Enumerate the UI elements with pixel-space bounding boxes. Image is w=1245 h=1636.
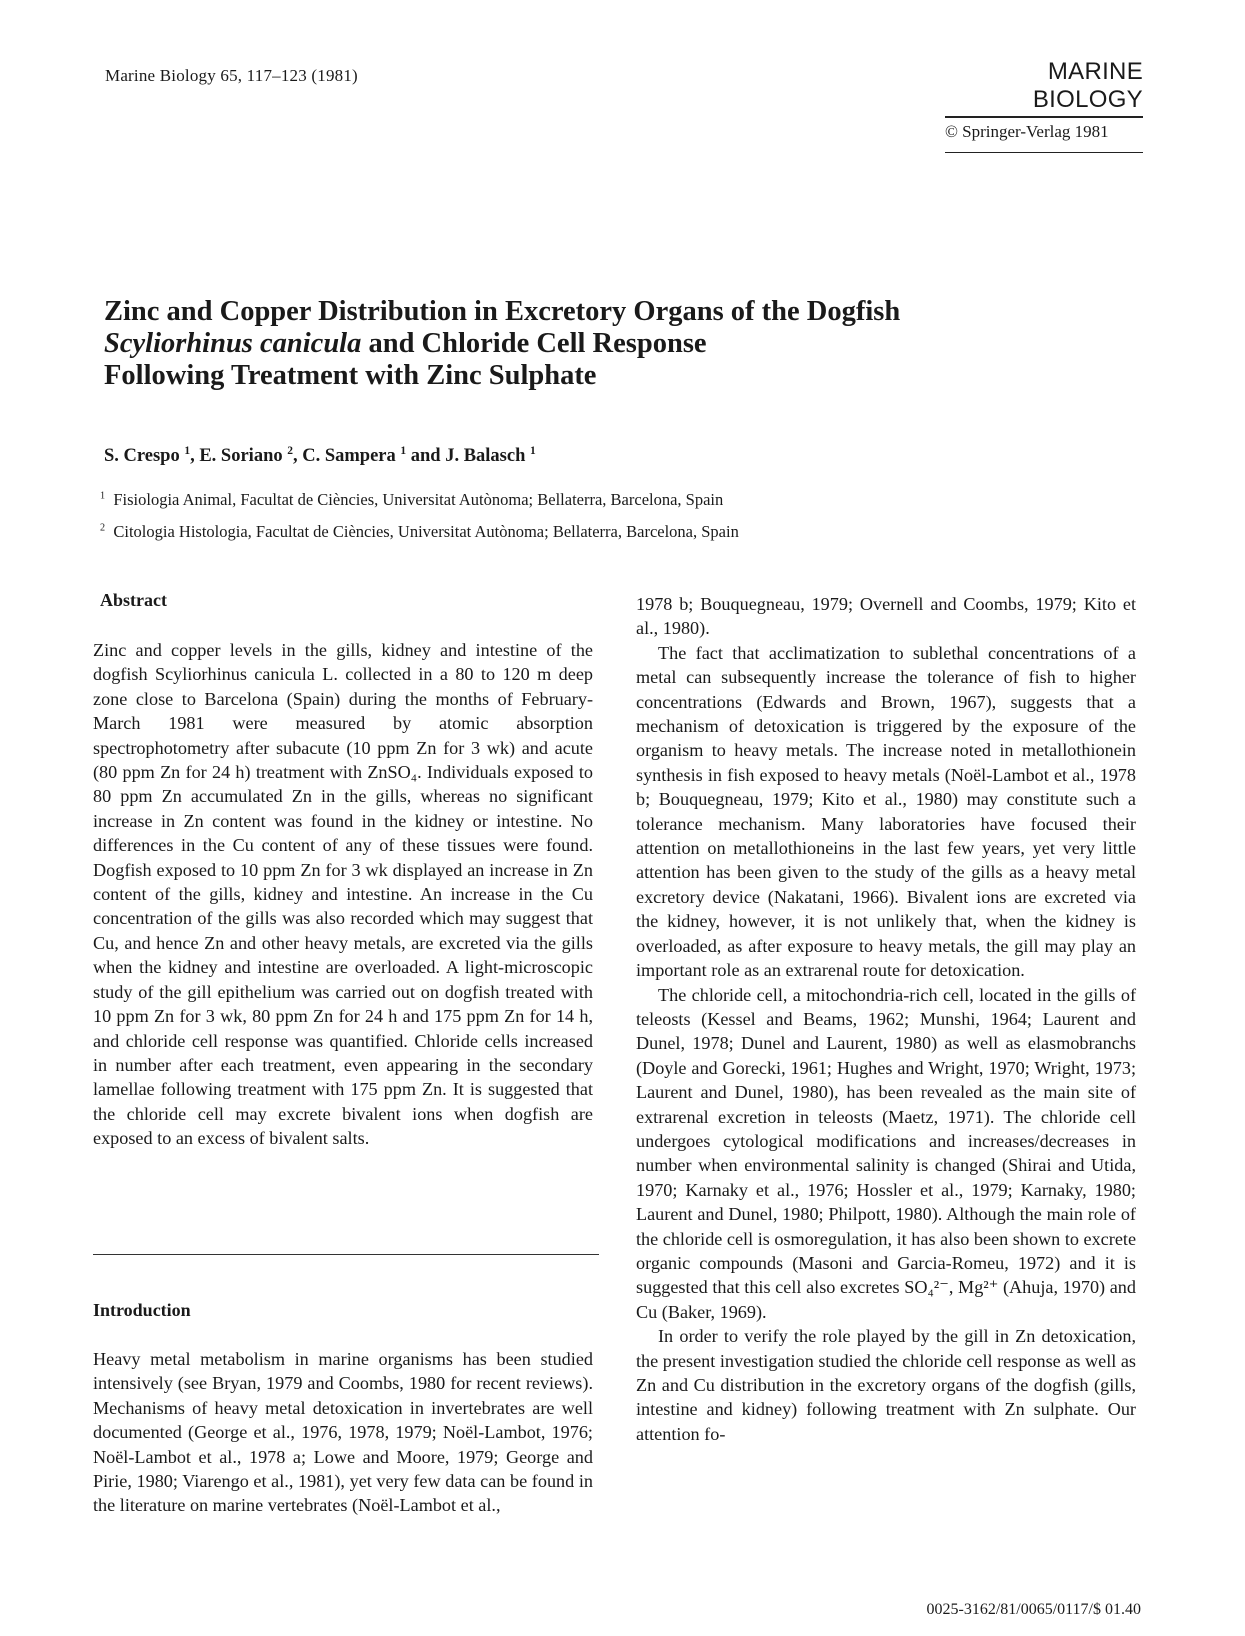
paper-title (104, 296, 1104, 392)
author-1-affil: 1 (184, 444, 191, 457)
introduction-right (636, 592, 1136, 1446)
affiliation-1 (100, 490, 723, 510)
abstract-heading: Abstract (100, 590, 167, 610)
title-line-2 (104, 328, 1104, 360)
author-list: S. Crespo $^1$, E. Soriano $^2$, C. Sampera $^1$ and J. Balasch $^1$ (104, 444, 536, 466)
title-line-3: Following Treatment with Zinc Sulphate (104, 360, 597, 391)
affiliation-2-mark: 2 (100, 522, 106, 534)
author-2-affil: 2 (287, 444, 293, 457)
title-line-1: Zinc and Copper Distribution in Excretory Organs of the Dogfish (104, 296, 901, 327)
introduction-left (93, 1347, 593, 1518)
author-3-affil: 1 (400, 444, 407, 457)
journal-name: MARINE BIOLOGY (1032, 58, 1143, 113)
intro-paragraph-1-continued: 1978 b; Bouquegneau, 1979; Overnell and Coombs, 1979; Kito et al., 1980). (636, 594, 1136, 639)
intro-paragraph-1: Heavy metal metabolism in marine organisms has been studied intensively (see Bryan, 1979 and Coombs, 1980 for recent reviews). Mechanisms of heavy metal detoxication in invertebrates are well documented (George et al., 1976, 1978, 1979; Noël-Lambot, 1976; Noël-Lambot et al., 1978 a; Lowe and Moore, 1979; George and Pirie, 1980; Viarengo et al., 1981), yet very few data can be found in the literature on marine vertebrates (Noël-Lambot et al., (93, 1349, 593, 1516)
author-2: E. Soriano (199, 446, 283, 466)
author-1: S. Crespo (104, 446, 180, 466)
title-line-2-rest: and Chloride Cell Response (361, 328, 707, 359)
intro-paragraph-4: In order to verify the role played by the gill in Zn detoxication, the present investigation studied the chloride cell response as well as Zn and Cu distribution in the excretory organs of the dogfish (gills, intestine and kidney) following treatment with Zn sulphate. Our attention fo- (636, 1326, 1137, 1444)
affiliation-2 (100, 522, 739, 542)
abstract-text: Zinc and copper levels in the gills, kidney and intestine of the dogfish Scyliorhinus canicula L. collected in a 80 to 120 m deep zone close to Barcelona (Spain) during the months of February-March 1981 were measured by atomic absorption spectrophotometry after subacute (10 ppm Zn for 3 wk) and acute (80 ppm Zn for 24 h) treatment with ZnSO₄. Individuals exposed to 80 ppm Zn accumulated Zn in the gills, whereas no significant increase in Zn content was found in the kidney or intestine. No differences in the Cu content of any of these tissues were found. Dogfish exposed to 10 ppm Zn for 3 wk displayed an increase in Zn content of the gills, kidney and intestine. An increase in the Cu concentration of the gills was also recorded which may suggest that Cu, and hence Zn and other heavy metals, are excreted via the gills when the kidney and intestine are overloaded. A light-microscopic study of the gill epithelium was carried out on dogfish treated with 10 ppm Zn for 3 wk, 80 ppm Zn for 24 h and 175 ppm Zn for 14 h, and chloride cell response was quantified. Chloride cells increased in number after each treatment, even appearing in the secondary lamellae following treatment with 175 ppm Zn. It is suggested that the chloride cell may excrete bivalent ions when dogfish are exposed to an excess of bivalent salts. (93, 640, 593, 1149)
affiliation-2-text: Citologia Histologia, Facultat de Ciències, Universitat Autònoma; Bellaterra, Barcelona, Spain (113, 522, 739, 541)
species-name: Scyliorhinus canicula (104, 328, 362, 359)
abstract-body (93, 638, 593, 1151)
author-4: J. Balasch (445, 446, 526, 466)
author-4-affil: 1 (530, 444, 536, 457)
affiliation-1-mark: 1 (100, 490, 106, 502)
journal-citation: Marine Biology 65, 117–123 (1981) (105, 66, 358, 85)
journal-masthead (945, 58, 1143, 153)
masthead-rule (945, 116, 1143, 118)
issn-code: 0025-3162/81/0065/0117/$ 01.40 (926, 1601, 1141, 1618)
affiliation-1-text: Fisiologia Animal, Facultat de Ciències, Universitat Autònoma; Bellaterra, Barcelona, Spain (113, 490, 724, 509)
publisher-rule (945, 152, 1143, 153)
author-3: C. Sampera (302, 446, 396, 466)
intro-paragraph-2: The fact that acclimatization to sublethal concentrations of a metal can subsequently increase the tolerance of fish to higher concentrations (Edwards and Brown, 1967), suggests that a mechanism of detoxication is triggered by the exposure of the organism to heavy metals. The increase noted in metallothionein synthesis in fish exposed to heavy metals (Noël-Lambot et al., 1978 b; Bouquegneau, 1979; Kito et al., 1980) may constitute such a tolerance mechanism. Many laboratories have focused their attention on metallothioneins in the last few years, yet very little attention has been given to the study of the gills as a heavy metal excretory device (Nakatani, 1966). Bivalent ions are excreted via the kidney, however, it is not unlikely that, when the kidney is overloaded, as after exposure to heavy metals, the gill may play an important role as an extrarenal route for detoxication. (636, 642, 1136, 981)
author-conjunction: and (410, 446, 441, 466)
intro-paragraph-3: The chloride cell, a mitochondria-rich cell, located in the gills of teleosts (Kessel and Beams, 1962; Munshi, 1964; Laurent and Dunel, 1978; Dunel and Laurent, 1980) as well as elasmobranchs (Doyle and Gorecki, 1961; Hughes and Wright, 1970; Wright, 1973; Laurent and Dunel, 1980), has been revealed as the main site of extrarenal excretion in teleosts (Maetz, 1971). The chloride cell undergoes cytological modifications and increases/decreases in number when environmental salinity is changed (Shirai and Utida, 1970; Karnaky et al., 1976; Hossler et al., 1979; Karnaky, 1980; Laurent and Dunel, 1980; Philpott, 1980). Although the main role of the chloride cell is osmoregulation, it has also been shown to excrete organic compounds (Masoni and Garcia-Romeu, 1972) and it is suggested that this cell also excretes SO₄²⁻, Mg²⁺ (Ahuja, 1970) and Cu (Baker, 1969). (636, 984, 1137, 1322)
introduction-heading: Introduction (93, 1300, 191, 1320)
publisher-copyright: © Springer-Verlag 1981 (945, 122, 1109, 141)
abstract-rule (93, 1254, 599, 1255)
